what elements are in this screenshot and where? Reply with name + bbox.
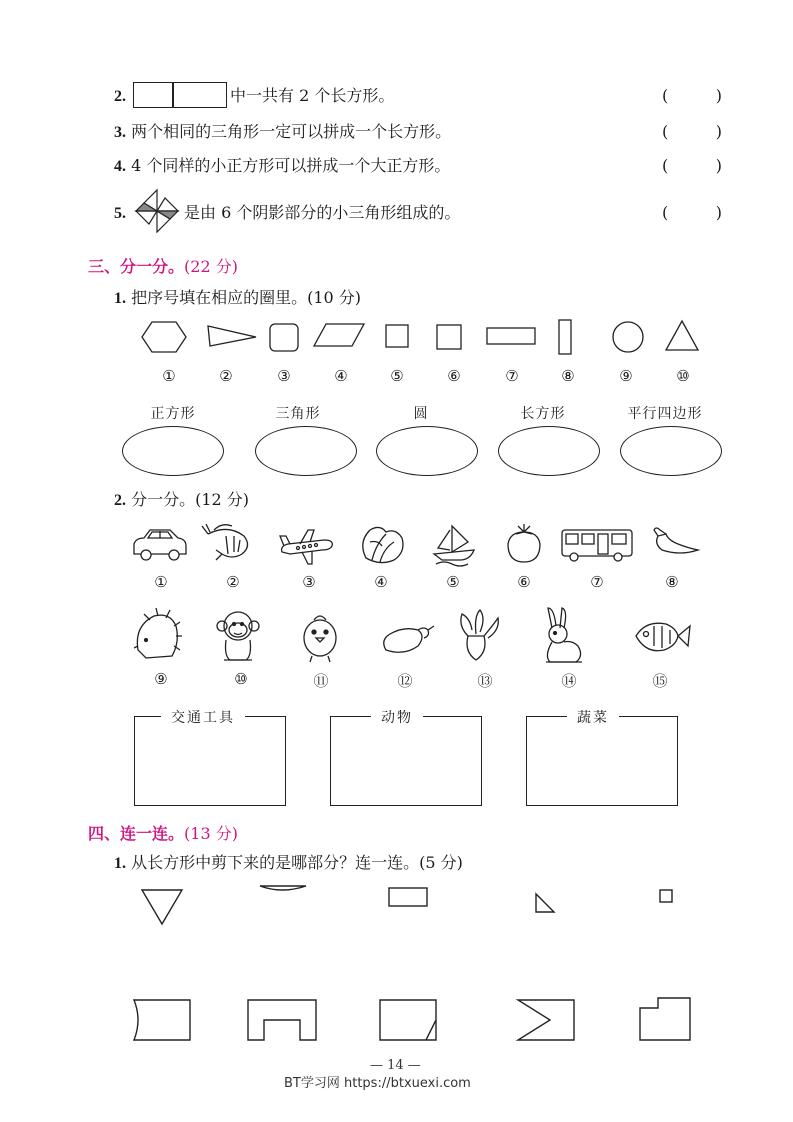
pinwheel-figure bbox=[134, 188, 180, 234]
judge-item-3: 3. 两个相同的三角形一定可以拼成一个长方形。 bbox=[114, 122, 452, 141]
tall-rectangle-shape bbox=[559, 320, 571, 354]
shape-num-2: ② bbox=[219, 367, 233, 385]
shape-num-7: ⑦ bbox=[505, 367, 519, 385]
answer-ellipse-triangle[interactable] bbox=[255, 426, 357, 476]
judge-item-2-text: 中一共有 2 个长方形。 bbox=[230, 86, 395, 105]
answer-ellipse-parallelogram[interactable] bbox=[620, 426, 722, 476]
picture-row-2 bbox=[132, 606, 702, 670]
answer-ellipse-circle[interactable] bbox=[376, 426, 478, 476]
shape-num-10: ⑩ bbox=[676, 367, 690, 385]
picture-num-1: ① bbox=[154, 573, 168, 591]
section3-title: 三、分一分。(22 分) bbox=[88, 257, 238, 276]
car-icon bbox=[134, 530, 186, 560]
category-rectangle: 长方形 bbox=[520, 406, 566, 422]
fish-icon bbox=[636, 623, 690, 651]
picture-num-12: ⑫ bbox=[397, 672, 413, 690]
remaining-shapes-row[interactable] bbox=[130, 994, 700, 1044]
remain-concave-arc bbox=[134, 1000, 190, 1040]
shape-num-6: ⑥ bbox=[447, 367, 461, 385]
chili-pepper-icon bbox=[654, 528, 698, 553]
s3-q2-prompt: 2. 分一分。(12 分) bbox=[114, 490, 250, 509]
s3-q1-prompt: 1. 把序号填在相应的圈里。(10 分) bbox=[114, 288, 362, 307]
picture-num-5: ⑤ bbox=[446, 573, 460, 591]
long-rectangle-shape bbox=[487, 328, 535, 344]
picture-num-4: ④ bbox=[374, 573, 388, 591]
piece-triangle bbox=[142, 890, 182, 924]
parallelogram-shape bbox=[314, 324, 364, 346]
hedgehog-icon bbox=[134, 608, 182, 658]
picture-num-7: ⑦ bbox=[590, 573, 604, 591]
category-square: 正方形 bbox=[150, 406, 196, 422]
piece-rectangle bbox=[389, 888, 427, 906]
shape-num-5: ⑤ bbox=[390, 367, 404, 385]
piece-right-triangle bbox=[536, 894, 554, 912]
two-rectangle-figure bbox=[133, 82, 227, 108]
chick-icon bbox=[304, 616, 336, 662]
remain-v-notch bbox=[518, 1000, 574, 1040]
shrimp-icon bbox=[202, 524, 248, 560]
picture-num-3: ③ bbox=[302, 573, 316, 591]
answer-box-transport[interactable] bbox=[134, 710, 286, 806]
picture-num-14: ⑭ bbox=[561, 672, 577, 690]
picture-num-6: ⑥ bbox=[517, 573, 531, 591]
box-label-vegetables: 蔬菜 bbox=[567, 707, 619, 727]
site-watermark: BT学习网 https://btxuexi.com bbox=[284, 1076, 471, 1091]
airplane-icon bbox=[280, 530, 332, 564]
section4-title: 四、连一连。(13 分) bbox=[88, 824, 238, 843]
monkey-icon bbox=[217, 612, 259, 660]
answer-paren-1[interactable]: ( ) bbox=[662, 86, 722, 105]
cabbage-icon bbox=[363, 527, 403, 562]
cut-pieces-row[interactable] bbox=[130, 884, 690, 934]
small-square-shape bbox=[386, 325, 408, 347]
box-label-transport: 交通工具 bbox=[161, 707, 245, 727]
shapes-row bbox=[140, 318, 710, 358]
bus-icon bbox=[562, 530, 632, 561]
shape-num-4: ④ bbox=[334, 367, 348, 385]
answer-ellipse-rectangle[interactable] bbox=[498, 426, 600, 476]
judge-item-5-text: 是由 6 个阴影部分的小三角形组成的。 bbox=[184, 203, 461, 222]
category-circle: 圆 bbox=[413, 406, 429, 422]
judge-item-4: 4. 4 个同样的小正方形可以拼成一个大正方形。 bbox=[114, 156, 451, 175]
remain-notched-top bbox=[248, 1000, 316, 1040]
square-shape bbox=[437, 325, 461, 349]
picture-num-9: ⑨ bbox=[154, 670, 168, 688]
right-triangle-shape bbox=[208, 326, 256, 346]
remain-cut-corner bbox=[380, 1000, 436, 1040]
category-parallelogram: 平行四边形 bbox=[627, 406, 703, 422]
triangle-shape bbox=[666, 321, 698, 350]
answer-ellipse-square[interactable] bbox=[122, 426, 224, 476]
box-label-animals: 动物 bbox=[371, 707, 423, 727]
picture-num-13: ⑬ bbox=[477, 672, 493, 690]
radish-icon bbox=[461, 610, 498, 660]
s4-q1-prompt: 1. 从长方形中剪下来的是哪部分？连一连。(5 分) bbox=[114, 853, 463, 872]
answer-paren-2[interactable]: ( ) bbox=[662, 122, 722, 141]
shape-num-9: ⑨ bbox=[619, 367, 633, 385]
shape-num-1: ① bbox=[162, 367, 176, 385]
picture-num-2: ② bbox=[226, 573, 240, 591]
hexagon-shape bbox=[142, 322, 186, 352]
shape-num-3: ③ bbox=[277, 367, 291, 385]
remain-step-corner bbox=[640, 998, 690, 1040]
shape-num-8: ⑧ bbox=[561, 367, 575, 385]
sailboat-icon bbox=[434, 526, 474, 566]
page-number: — 14 — bbox=[370, 1058, 421, 1073]
picture-num-8: ⑧ bbox=[665, 573, 679, 591]
piece-arc bbox=[260, 886, 306, 890]
tomato-icon bbox=[508, 524, 540, 562]
picture-num-10: ⑩ bbox=[234, 670, 248, 688]
picture-num-11: ⑪ bbox=[313, 672, 329, 690]
answer-paren-4[interactable]: ( ) bbox=[662, 203, 722, 222]
rounded-square-shape bbox=[270, 324, 298, 351]
eggplant-icon bbox=[384, 626, 434, 652]
judge-item-5: 5. bbox=[114, 205, 126, 222]
judge-item-2: 2. bbox=[114, 88, 126, 105]
circle-shape bbox=[613, 322, 643, 352]
answer-box-vegetables[interactable] bbox=[526, 710, 678, 806]
picture-num-15: ⑮ bbox=[652, 672, 668, 690]
answer-paren-3[interactable]: ( ) bbox=[662, 156, 722, 175]
rabbit-icon bbox=[546, 608, 582, 662]
piece-small-square bbox=[660, 890, 672, 902]
answer-box-animals[interactable] bbox=[330, 710, 482, 806]
picture-row-1 bbox=[130, 522, 710, 568]
category-triangle: 三角形 bbox=[275, 406, 321, 422]
